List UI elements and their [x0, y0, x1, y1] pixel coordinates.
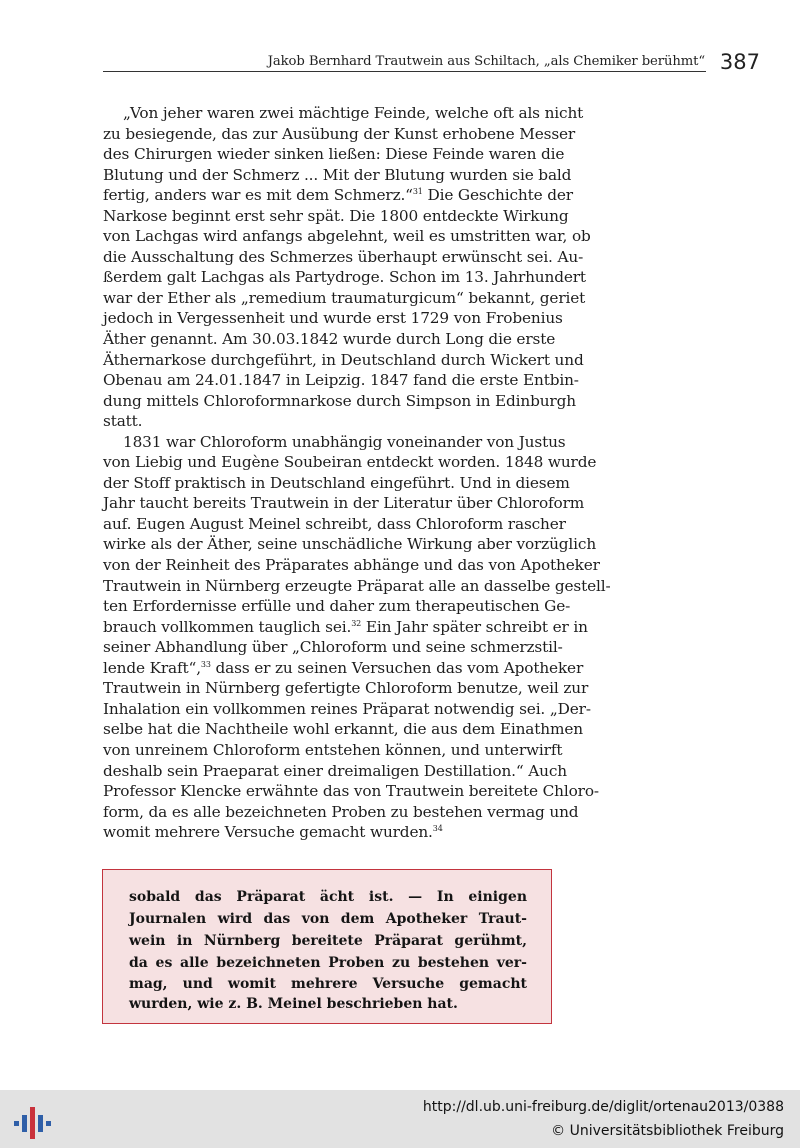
text-line: ten Erfordernisse erfülle und daher zum therapeutischen Ge-: [103, 597, 571, 616]
text-line: Narkose beginnt erst sehr spät. Die 1800 entdeckte Wirkung: [103, 206, 569, 225]
text-segment: dass er zu seinen Versuchen das vom Apotheker: [210, 658, 584, 677]
copyright-notice: © Universitätsbibliothek Freiburg: [551, 1123, 784, 1139]
text-line: Professor Klencke erwähnte das von Trautwein bereitete Chloro-: [103, 782, 599, 801]
text-line: von Lachgas wird anfangs abgelehnt, weil es umstritten war, ob: [103, 227, 591, 246]
text-line: Trautwein in Nürnberg erzeugte Präparat alle an dasselbe gestell-: [103, 576, 611, 595]
footnote-ref-34: 34: [432, 824, 443, 834]
text-line: [103, 185, 573, 206]
text-line: ßerdem galt Lachgas als Partydroge. Schon im 13. Jahrhundert: [103, 268, 586, 287]
text-line: des Chirurgen wieder sinken ließen: Diese Feinde waren die: [103, 145, 565, 164]
text-line: der Stoff praktisch in Deutschland eingeführt. Und in diesem: [103, 473, 570, 492]
text-line: von Liebig und Eugène Soubeiran entdeckt worden. 1848 wurde: [103, 453, 597, 472]
text-line: [103, 617, 588, 638]
ub-freiburg-logo-icon: [12, 1103, 52, 1143]
page-number: 387: [719, 50, 760, 74]
text-line: von der Reinheit des Präparates abhänge und das von Apotheker: [103, 556, 600, 575]
text-line: die Ausschaltung des Schmerzes überhaupt erwünscht sei. Au-: [103, 247, 584, 266]
text-line: Blutung und der Schmerz ... Mit der Blutung wurden sie bald: [103, 165, 572, 184]
text-line: selbe hat die Nachtheile wohl erkannt, die aus dem Einathmen: [103, 720, 583, 739]
text-line: [103, 658, 584, 679]
text-line: [103, 822, 553, 843]
text-line: „Von jeher waren zwei mächtige Feinde, welche oft als nicht: [123, 104, 584, 122]
body-text: [103, 103, 611, 843]
clipping-line: sobald das Präparat ächt ist. — In einigen: [129, 889, 527, 905]
clipping-line: da es alle bezeichneten Proben zu bestehen ver-: [129, 955, 527, 971]
footnote-ref-32: 32: [351, 618, 362, 628]
text-line: Inhalation ein vollkommen reines Präparat notwendig sei. „Der-: [103, 699, 591, 718]
clipping-line: wein in Nürnberg bereitete Präparat gerühmt,: [129, 933, 527, 949]
text-line: Obenau am 24.01.1847 in Leipzig. 1847 fand die erste Entbin-: [103, 371, 579, 390]
text-segment: Ein Jahr später schreibt er in: [361, 617, 588, 636]
running-title: Jakob Bernhard Trautwein aus Schiltach, „als Chemiker berühmt“: [267, 54, 705, 69]
header-rule: [103, 71, 706, 72]
text-line: war der Ether als „remedium traumaturgicum“ bekannt, geriet: [103, 288, 586, 307]
text-line: dung mittels Chloroformnarkose durch Simpson in Edinburgh: [103, 391, 576, 410]
text-segment: brauch vollkommen tauglich sei.: [103, 617, 352, 636]
text-line: Trautwein in Nürnberg gefertigte Chloroform benutze, weil zur: [103, 679, 589, 698]
text-line: von unreinem Chloroform entstehen können, und unterwirft: [103, 740, 563, 759]
text-line: wirke als der Äther, seine unschädliche Wirkung aber vorzüglich: [103, 535, 597, 554]
text-segment: lende Kraft“,: [103, 658, 201, 677]
text-line: Äther genannt. Am 30.03.1842 wurde durch Long die erste: [103, 330, 556, 349]
text-line: Äthernarkose durchgeführt, in Deutschland durch Wickert und: [103, 350, 584, 369]
footnote-ref-31: 31: [412, 187, 423, 197]
clipping-line: wurden, wie z. B. Meinel beschrieben hat.: [129, 996, 458, 1012]
clipping-line: Journalen wird das von dem Apotheker Traut-: [129, 911, 527, 927]
text-line: form, da es alle bezeichneten Proben zu bestehen vermag und: [103, 802, 579, 821]
running-header: [103, 50, 760, 78]
text-line: jedoch in Vergessenheit und wurde erst 1729 von Frobenius: [103, 309, 563, 328]
document-url-link[interactable]: http://dl.ub.uni-freiburg.de/diglit/ortenau2013/0388: [422, 1099, 784, 1115]
text-line: statt.: [103, 412, 143, 431]
text-line: 1831 war Chloroform unabhängig voneinander von Justus: [123, 432, 566, 451]
text-line: auf. Eugen August Meinel schreibt, dass Chloroform rascher: [103, 514, 566, 533]
text-line: Jahr taucht bereits Trautwein in der Literatur über Chloroform: [103, 494, 585, 513]
footnote-ref-33: 33: [200, 659, 211, 669]
text-segment: womit mehrere Versuche gemacht wurden.: [103, 823, 433, 842]
text-line: zu besiegende, das zur Ausübung der Kunst erhobene Messer: [103, 124, 576, 143]
text-segment: fertig, anders war es mit dem Schmerz.“: [103, 186, 413, 205]
text-line: deshalb sein Praeparat einer dreimaligen Destillation.“ Auch: [103, 761, 567, 780]
text-line: seiner Abhandlung über „Chloroform und seine schmerzstil-: [103, 638, 563, 657]
clipping-line: mag, und womit mehrere Versuche gemacht: [129, 976, 527, 992]
text-segment: Die Geschichte der: [422, 186, 573, 205]
footer-bar: [0, 1090, 800, 1148]
newspaper-clipping: [102, 869, 552, 1024]
